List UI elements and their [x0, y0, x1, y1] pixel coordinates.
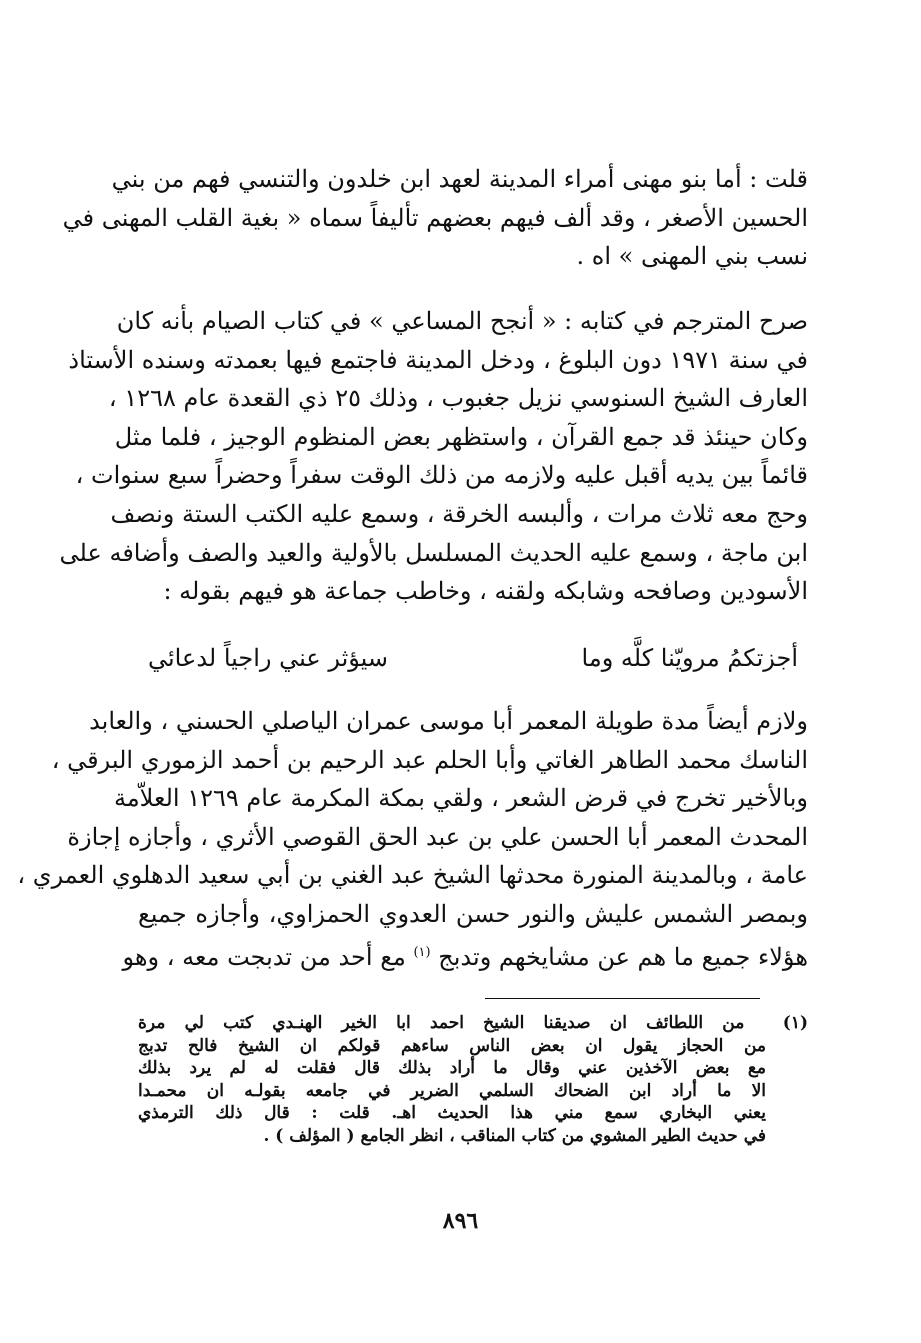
footnote-line: في حديث الطير المشوي من كتاب المناقب ، انظر الجامع ( المؤلف ) . — [263, 1125, 766, 1146]
text-line: الناسك محمد الطاهر الغاتي وأبا الحلم عبد الرحيم بن أحمد الزموري البرقي ، — [51, 745, 808, 774]
footnote-text: من اللطائف ان صديقنا الشيخ احمد ابا الخير الهنـدي كتب لي مرة — [138, 1013, 745, 1033]
text-line: وكان حينئذ قد جمع القرآن ، واستظهر بعض المنظوم الوجيز ، فلما مثل — [114, 422, 808, 451]
verse-first-hemistich: أجزتكمُ مرويّنا كلَّه وما — [581, 644, 798, 672]
footnote-reference: (١) — [413, 944, 431, 960]
footnote-line: يعني البخاري سمع مني هذا الحديث اهـ. قلت : قال ذلك الترمذي — [138, 1103, 766, 1123]
verse-second-hemistich: سيؤثر عني راجياً لدعائي — [148, 644, 388, 672]
poetry-verse — [138, 638, 808, 678]
footnote-line: مع بعض الآخذين عني وقال ما أراد بذلك قال فقلت له لم يرد بذلك — [138, 1058, 766, 1078]
text-line: وحج معه ثلاث مرات ، وألبسه الخرقة ، وسمع عليه الكتب الستة ونصف — [110, 499, 808, 528]
footnote-line — [138, 1012, 808, 1035]
text-line: قلت : أما بنو مهنى أمراء المدينة لعهد ابن خلدون والتنسي فهم من بني — [111, 165, 808, 193]
text-line: الحسين الأصغر ، وقد ألف فيهم بعضهم تأليفاً سماه « بغية القلب المهنى في — [62, 203, 808, 232]
text-line: المحدث المعمر أبا الحسن علي بن عبد الحق القوصي الأثري ، وأجازه إجازة — [67, 822, 808, 851]
footnote-marker: (١) — [782, 1013, 808, 1033]
footnotes — [138, 1012, 808, 1147]
text-line: ولازم أيضاً مدة طويلة المعمر أبا موسى عمران الياصلي الحسني ، والعابد — [89, 707, 808, 735]
footnote-line: الا ما أراد ابن الضحاك السلمي الضرير في جامعه بقولـه ان محمـدا — [138, 1080, 766, 1101]
text-line-with-footnote — [122, 934, 808, 977]
text-line: عامة ، وبالمدينة المنورة محدثها الشيخ عبد الغني بن أبي سعيد الدهلوي العمري ، — [17, 861, 808, 890]
text-segment: هؤلاء جميع ما هم عن مشايخهم وتدبج — [438, 942, 808, 971]
text-line: الأسودين وصافحه وشابكه ولقنه ، وخاطب جماعة هو فيهم بقوله : — [163, 577, 808, 606]
text-line: العارف الشيخ السنوسي نزيل جغبوب ، وذلك ٢٥ ذي القعدة عام ١٢٦٨ ، — [108, 384, 808, 413]
text-line: ابن ماجة ، وسمع عليه الحديث المسلسل بالأولية والعيد والصف وأضافه على — [59, 538, 808, 567]
text-segment: مع أحد من تدبجت معه ، وهو — [122, 942, 406, 971]
paragraph-3 — [17, 702, 808, 976]
text-line: صرح المترجم في كتابه : « أنجح المساعي » في كتاب الصيام بأنه كان — [116, 307, 808, 335]
text-line: وبالأخير تخرج في قرض الشعر ، ولقي بمكة المكرمة عام ١٢٦٩ العلاّمة — [113, 784, 808, 813]
footnote-line: من الحجاز يقول ان بعض الناس ساءهم قولكم ان الشيخ فالح تدبج — [138, 1035, 766, 1056]
text-line: قائماً بين يديه أقبل عليه ولازمه من ذلك الوقت سفراً وحضراً سبع سنوات ، — [75, 461, 808, 490]
paragraph-1 — [62, 160, 808, 276]
footnote-separator — [485, 998, 760, 999]
paragraph-2 — [59, 302, 808, 611]
text-line: في سنة ١٩٧١ دون البلوغ ، ودخل المدينة فاجتمع فيها بعمدته وسنده الأستاذ — [68, 345, 808, 374]
text-line: وبمصر الشمس عليش والنور حسن العدوي الحمزاوي، وأجازه جميع — [138, 899, 808, 928]
page-number: ٨٩٦ — [442, 1208, 479, 1234]
text-line: نسب بني المهنى » اه . — [576, 242, 808, 271]
